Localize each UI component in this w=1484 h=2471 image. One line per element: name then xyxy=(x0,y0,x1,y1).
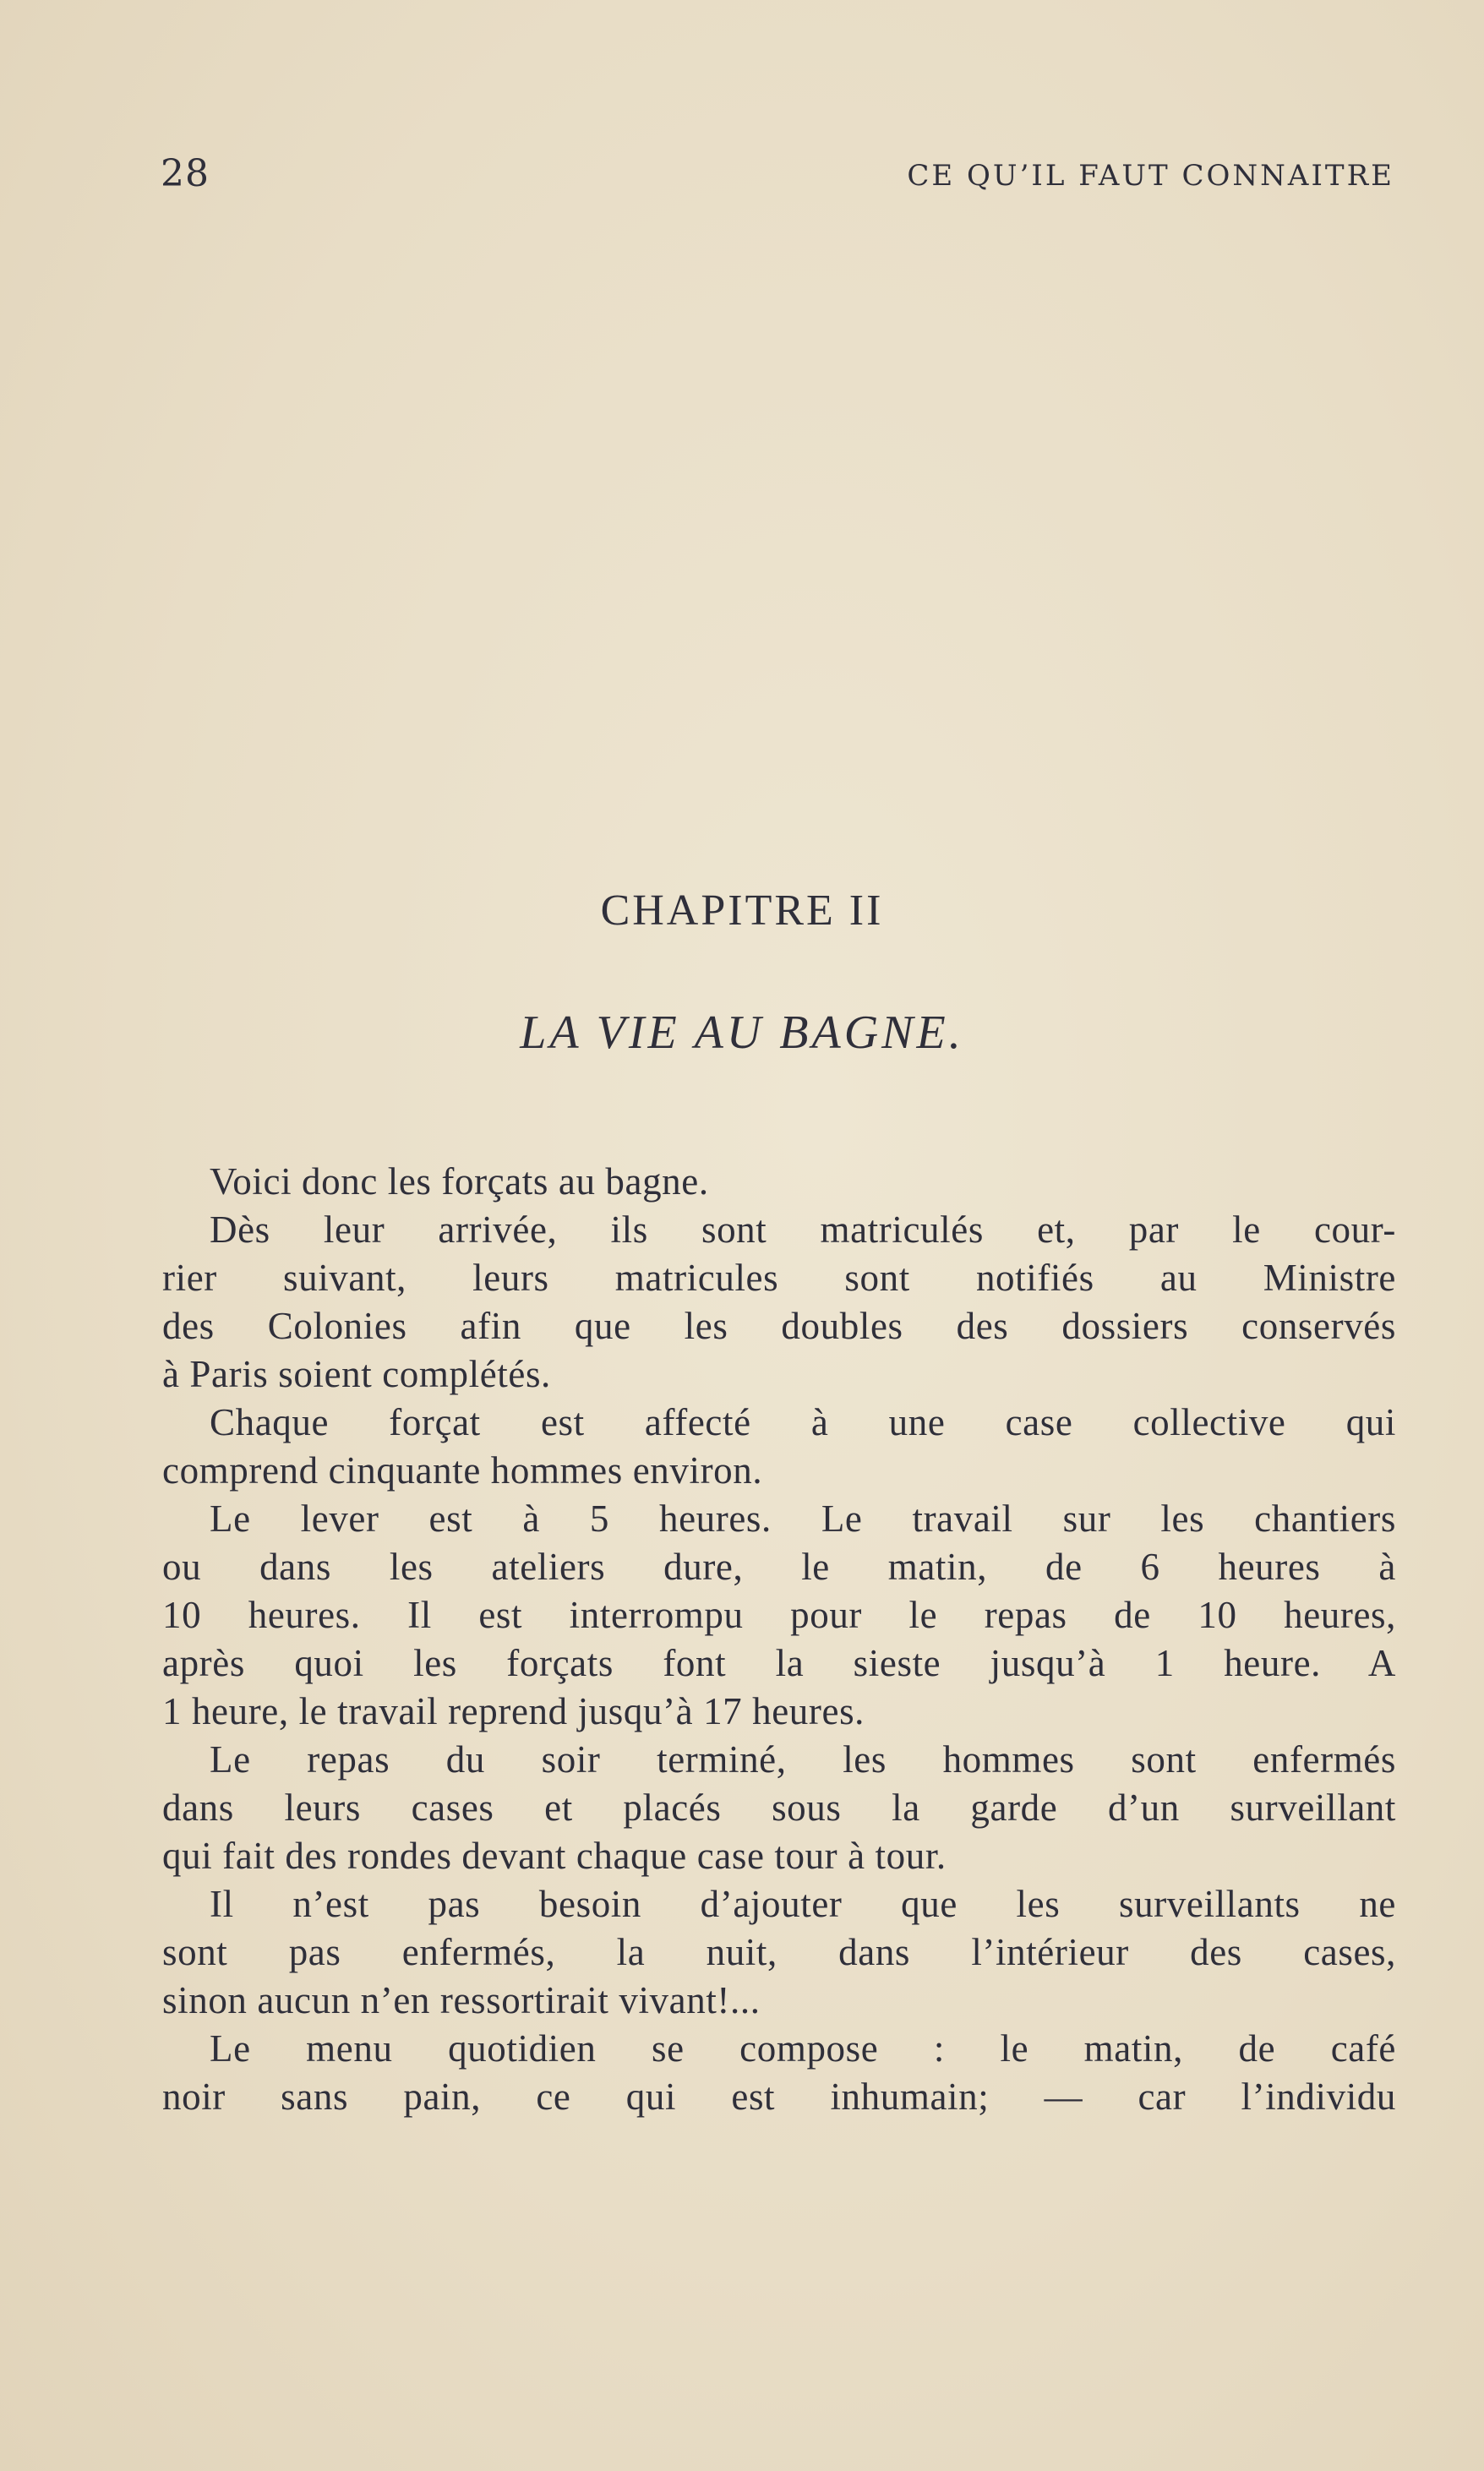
text-line: après quoi les forçats font la sieste jusqu’à 1 heure. A xyxy=(162,1642,1396,1684)
text-line: sont pas enfermés, la nuit, dans l’intérieur des cases, xyxy=(162,1931,1396,1973)
text-line: 1 heure, le travail reprend jusqu’à 17 heures. xyxy=(162,1690,865,1732)
running-title: CE QU’IL FAUT CONNAITRE xyxy=(907,159,1394,193)
text-line: rier suivant, leurs matricules sont notifiés au Ministre xyxy=(162,1257,1396,1299)
text-line: comprend cinquante hommes environ. xyxy=(162,1449,763,1492)
text-line: noir sans pain, ce qui est inhumain; — car l’individu xyxy=(162,2076,1396,2118)
page-number: 28 xyxy=(161,152,210,195)
text-line: Le menu quotidien se compose : le matin, de café xyxy=(210,2027,1396,2070)
text-line: Chaque forçat est affecté à une case collective qui xyxy=(210,1401,1396,1443)
chapter-title: LA VIE AU BAGNE. xyxy=(520,1006,964,1059)
text-line: Le repas du soir terminé, les hommes sont enfermés xyxy=(210,1738,1396,1781)
text-line: des Colonies afin que les doubles des dossiers conservés xyxy=(162,1305,1396,1347)
text-line: à Paris soient complétés. xyxy=(162,1353,551,1395)
text-line: ou dans les ateliers dure, le matin, de 6 heures à xyxy=(162,1546,1396,1588)
body-text xyxy=(162,1158,1396,2121)
text-line: qui fait des rondes devant chaque case tour à tour. xyxy=(162,1835,947,1877)
text-line: sinon aucun n’en ressortirait vivant!... xyxy=(162,1979,761,2021)
text-line: Le lever est à 5 heures. Le travail sur les chantiers xyxy=(210,1497,1396,1540)
text-line: Dès leur arrivée, ils sont matriculés et, par le cour- xyxy=(210,1208,1396,1251)
running-head xyxy=(161,152,1394,203)
text-line: 10 heures. Il est interrompu pour le repas de 10 heures, xyxy=(162,1594,1396,1636)
text-line: Il n’est pas besoin d’ajouter que les surveillants ne xyxy=(210,1883,1396,1925)
chapter-number: CHAPITRE II xyxy=(600,886,884,935)
text-line: dans leurs cases et placés sous la garde d’un surveillant xyxy=(162,1786,1396,1829)
text-line: Voici donc les forçats au bagne. xyxy=(210,1160,709,1203)
